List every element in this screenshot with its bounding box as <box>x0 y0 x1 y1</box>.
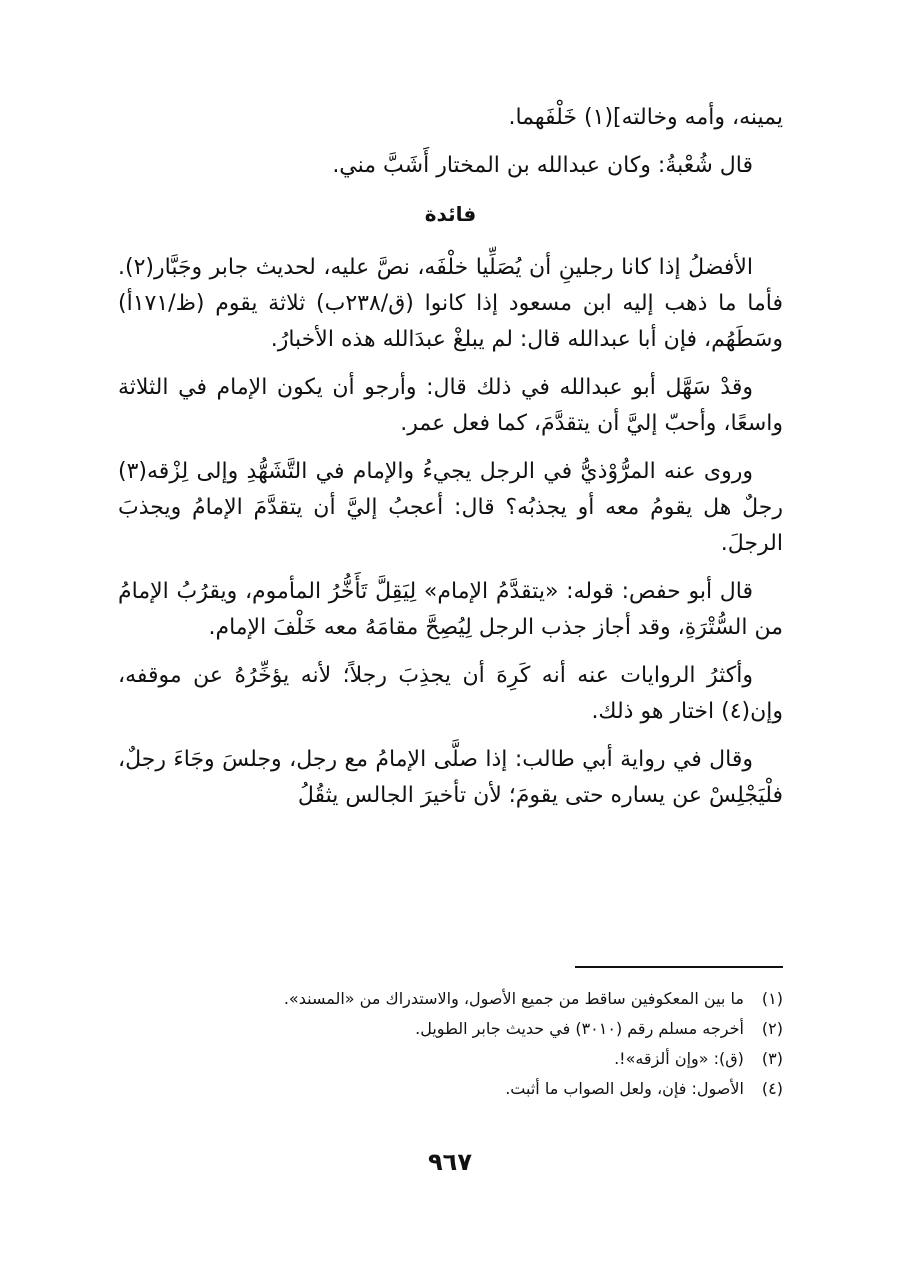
footnote-text: الأصول: فإن، ولعل الصواب ما أثبت. <box>505 1079 744 1098</box>
footnote-2 <box>118 1014 783 1044</box>
paragraph-3: الأفضلُ إذا كانا رجلينِ أن يُصَلِّيا خلْفَه، نصَّ عليه، لحديث جابر وجَبَّار(٢). فأما ما ذهب إليه ابن مسعود إذا كانوا (ق/٢٣٨ب) ثلاثة يقوم (ظ/١٧١أ) وسَطَهُم، فإن أبا عبدالله قال: لم يبلغْ عبدَالله هذه الأخبارُ. <box>118 255 783 352</box>
footnote-text: أخرجه مسلم رقم (٣٠١٠) في حديث جابر الطويل. <box>415 1019 744 1038</box>
paragraph-8: وقال في رواية أبي طالب: إذا صلَّى الإمامُ مع رجل، وجلسَ وجَاءَ رجلٌ، فلْيَجْلِسْ عن يساره حتى يقومَ؛ لأن تأخيرَ الجالس يثقُلُ <box>118 747 783 808</box>
main-text <box>118 100 783 826</box>
paragraph-4: وقدْ سَهَّل أبو عبدالله في ذلك قال: وأرجو أن يكون الإمام في الثلاثة واسعًا، وأحبّ إليَّ أن يتقدَّمَ، كما فعل عمر. <box>118 375 783 436</box>
paragraph-6: قال أبو حفص: قوله: «يتقدَّمُ الإمام» لِيَقِلَّ تَأَخُّرُ المأموم، ويقرُبُ الإمامُ من السُّتْرَةِ، وقد أجاز جذب الرجل لِيُصِحَّ مقامَهُ معه خَلْفَ الإمام. <box>118 579 783 640</box>
paragraph-2: قال شُعْبةُ: وكان عبدالله بن المختار أَشَبَّ مني. <box>332 153 753 178</box>
footnote-1 <box>118 984 783 1014</box>
footnotes <box>118 984 783 1104</box>
paragraph-7: وأكثرُ الروايات عنه أنه كَرِهَ أن يجذِبَ رجلاً؛ لأنه يؤخِّرُهُ عن موقفه، وإن(٤) اختار هو ذلك. <box>118 663 783 724</box>
footnote-3 <box>118 1044 783 1074</box>
footnote-number: (٣) <box>761 1049 783 1068</box>
paragraph-5: وروى عنه المرُّوْذيُّ في الرجل يجيءُ والإمام في التَّشَهُّدِ وإلى لِزْقه(٣) رجلٌ هل يقومُ معه أو يجذبُه؟ قال: أعجبُ إليَّ أن يتقدَّمَ الإمامُ ويجذبَ الرجلَ. <box>118 459 783 556</box>
footnote-number: (١) <box>761 989 783 1008</box>
footnote-number: (٤) <box>761 1079 783 1098</box>
footnote-divider <box>575 966 783 968</box>
section-heading: فائدة <box>424 202 477 226</box>
page-number: ٩٦٧ <box>428 1148 472 1176</box>
footnote-text: ما بين المعكوفين ساقط من جميع الأصول، والاستدراك من «المسند». <box>283 989 744 1008</box>
footnote-text: (ق): «وإن ألزقه»!. <box>614 1049 744 1068</box>
footnote-4 <box>118 1074 783 1104</box>
footnote-number: (٢) <box>761 1019 783 1038</box>
paragraph-1: يمينه، وأمه وخالته](١) خَلْفَهما. <box>508 105 783 130</box>
